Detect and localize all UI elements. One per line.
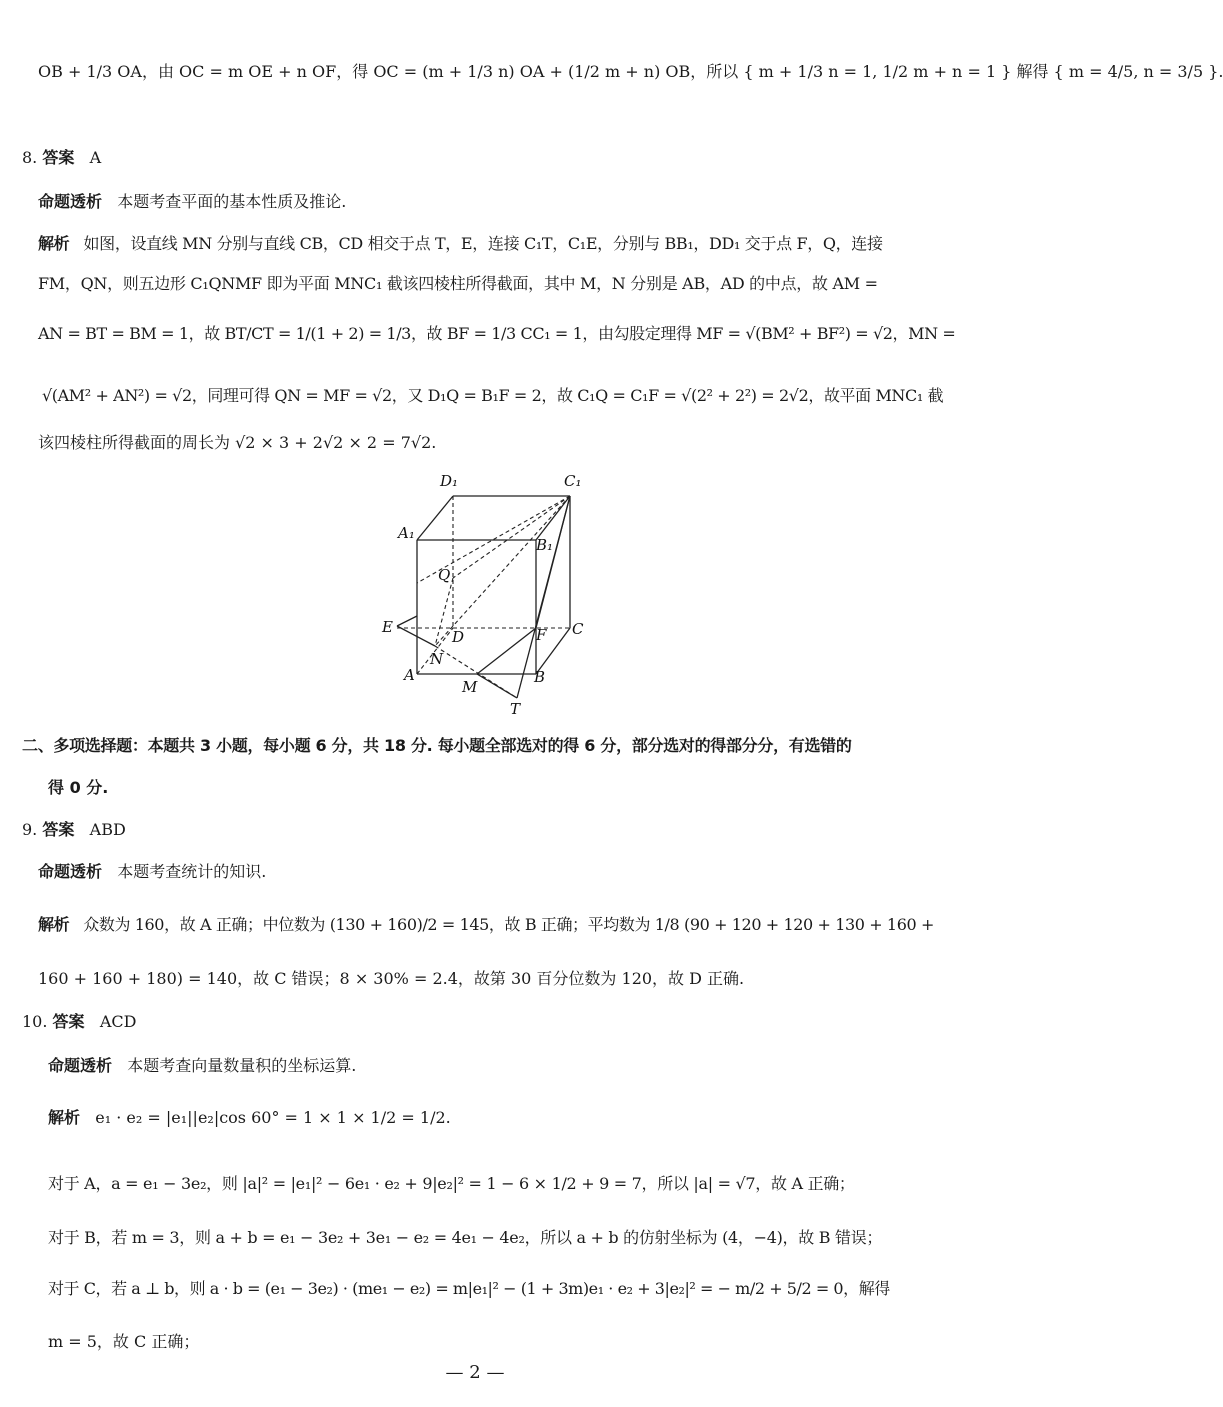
topic-line-9: [38, 862, 266, 882]
analysis-line-8d: √(AM² + AN²) = √2，同理可得 QN = MF = √2，又 D₁Q = B₁F = 2，故 C₁Q = C₁F = √(2² + 2²) = 2√2，故平面 MNC₁ 截: [42, 386, 944, 405]
analysis-line-8: [38, 234, 883, 254]
answer-line-8: [22, 148, 101, 168]
topic-label: 命题透析: [48, 1056, 113, 1075]
section-heading: 二、多项选择题：本题共 3 小题，每小题 6 分，共 18 分. 每小题全部选对的得 6 分，部分选对的得部分分，有选错的: [22, 736, 852, 755]
edge-E-A: [397, 616, 417, 626]
analysis-line-9: [38, 915, 934, 935]
analysis-line-9b: 160 + 160 + 180) = 140，故 C 错误；8 × 30% = 2.4，故第 30 百分位数为 120，故 D 正确.: [38, 969, 745, 988]
equation-text: OB + 1/3 OA，由 OC = m OE + n OF，得 OC = (m + 1/3 n) OA + (1/2 m + n) OB，所以 { m + 1/3 n = 1, 1/2 m + n = 1 } 解得 { m = 4/5, n = 3/5 }.: [38, 62, 1223, 81]
analysis-line-10: [48, 1108, 451, 1128]
topic-text: 本题考查平面的基本性质及推论.: [117, 192, 347, 211]
question-number: 9.: [22, 820, 43, 839]
analysis-text: 如图，设直线 MN 分别与直线 CB，CD 相交于点 T，E，连接 C₁T，C₁E，分别与 BB₁，DD₁ 交于点 F，Q，连接: [83, 234, 883, 253]
equation-line: [38, 62, 1223, 82]
topic-text: 本题考查向量数量积的坐标运算.: [127, 1056, 357, 1075]
topic-text: 本题考查统计的知识.: [117, 862, 267, 881]
analysis-label: 解析: [48, 1108, 81, 1127]
analysis-line-8b: FM，QN，则五边形 C₁QNMF 即为平面 MNC₁ 截该四棱柱所得截面，其中 M，N 分别是 AB，AD 的中点，故 AM =: [38, 274, 878, 293]
analysis-text: e₁ · e₂ = |e₁||e₂|cos 60° = 1 × 1 × 1/2 = 1/2.: [95, 1108, 451, 1127]
topic-label: 命题透析: [38, 192, 103, 211]
edge-M-T: [477, 674, 517, 698]
topic-label: 命题透析: [38, 862, 103, 881]
edge-M-F: [477, 628, 536, 674]
question-number: 8.: [22, 148, 43, 167]
answer-value: ACD: [99, 1012, 137, 1031]
section-heading-cont: 得 0 分.: [48, 778, 109, 797]
answer-value: ABD: [89, 820, 126, 839]
edge-Q-N: [435, 578, 453, 646]
option-c-line-cont: m = 5，故 C 正确；: [48, 1332, 200, 1351]
label-C: C: [572, 620, 584, 638]
label-D1: D₁: [440, 472, 459, 490]
edge-A1-D1: [417, 496, 453, 540]
analysis-label: 解析: [38, 915, 70, 934]
answer-label: 答案: [52, 1012, 85, 1031]
label-B1: B₁: [536, 536, 554, 554]
label-B: B: [534, 668, 546, 686]
label-F: F: [536, 626, 547, 644]
label-D: D: [452, 628, 465, 646]
answer-line-10: [22, 1012, 136, 1032]
answer-line-9: [22, 820, 126, 840]
option-c-line: 对于 C，若 a ⊥ b，则 a · b = (e₁ − 3e₂) · (me₁ − e₂) = m|e₁|² − (1 + 3m)e₁ · e₂ + 3|e₂|² = − m/2 + 5/2 = 0，解得: [48, 1279, 890, 1298]
topic-line-8: [38, 192, 346, 212]
label-Q: Q: [438, 566, 451, 584]
label-T: T: [510, 700, 521, 718]
label-E: E: [382, 618, 393, 636]
page-number: — 2 —: [445, 1362, 505, 1383]
edge-E-N: [397, 626, 435, 646]
answer-label: 答案: [42, 820, 75, 839]
question-number: 10.: [22, 1012, 53, 1031]
label-N: N: [430, 650, 444, 668]
answer-value: A: [89, 148, 102, 167]
label-C1: C₁: [564, 472, 582, 490]
topic-line-10: [48, 1056, 356, 1076]
label-A: A: [404, 666, 415, 684]
option-a-line: 对于 A，a = e₁ − 3e₂，则 |a|² = |e₁|² − 6e₁ · e₂ + 9|e₂|² = 1 − 6 × 1/2 + 9 = 7，所以 |a| = √7，故 A 正确；: [48, 1174, 855, 1193]
answer-label: 答案: [42, 148, 75, 167]
analysis-text: 众数为 160，故 A 正确；中位数为 (130 + 160)/2 = 145，故 B 正确；平均数为 1/8 (90 + 120 + 120 + 130 + 160 +: [83, 915, 934, 934]
label-A1: A₁: [398, 524, 415, 542]
analysis-line-8c: AN = BT = BM = 1，故 BT/CT = 1/(1 + 2) = 1/3，故 BF = 1/3 CC₁ = 1，由勾股定理得 MF = √(BM² + BF²) = √2，MN =: [38, 324, 956, 343]
label-M: M: [462, 678, 478, 696]
option-b-line: 对于 B，若 m = 3，则 a + b = e₁ − 3e₂ + 3e₁ − e₂ = 4e₁ − 4e₂，所以 a + b 的仿射坐标为 (4，−4)，故 B 错误；: [48, 1228, 883, 1247]
prism-figure: [370, 468, 600, 718]
analysis-line-8e: 该四棱柱所得截面的周长为 √2 × 3 + 2√2 × 2 = 7√2.: [38, 433, 437, 452]
analysis-label: 解析: [38, 234, 70, 253]
